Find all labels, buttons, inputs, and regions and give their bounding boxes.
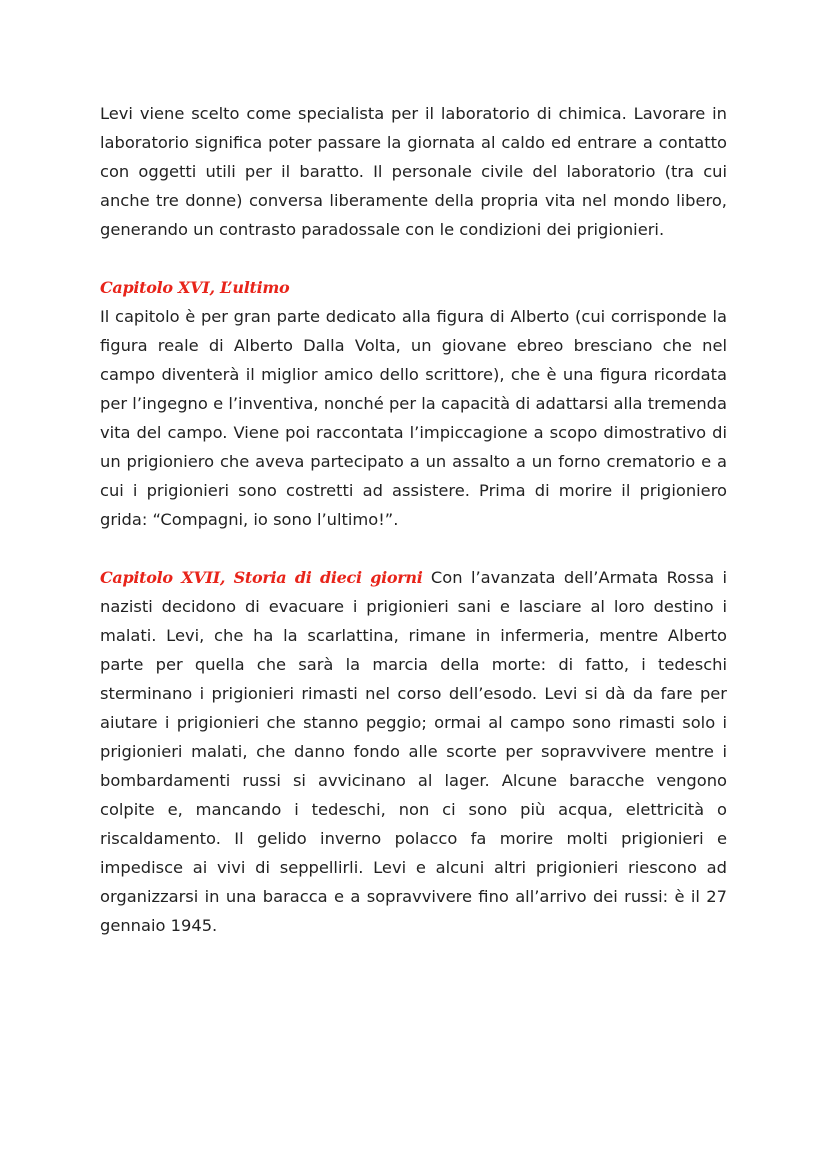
document-page: [100, 99, 727, 940]
chapter-xvi-heading: Capitolo XVI, L’ultimo: [100, 278, 290, 297]
paragraph-laboratorio: Levi viene scelto come specialista per il laboratorio di chimica. Lavorare in laboratorio significa poter passare la giornata al caldo ed entrare a contatto con oggetti utili per il baratto. Il personale civile del laboratorio (tra cui anche tre donne) conversa liberamente della propria vita nel mondo libero, generando un contrasto paradossale con le condizioni dei prigionieri.: [100, 104, 727, 239]
chapter-xvii-body: Con l’avanzata dell’Armata Rossa i nazisti decidono di evacuare i prigionieri sani e lasciare al loro destino i malati. Levi, che ha la scarlattina, rimane in infermeria, mentre Alberto parte per quella che sarà la marcia della morte: di fatto, i tedeschi sterminano i prigionieri rimasti nel corso dell’esodo. Levi si dà da fare per aiutare i prigionieri che stanno peggio; ormai al campo sono rimasti solo i prigionieri malati, che danno fondo alle scorte per sopravvivere mentre i bombardamenti russi si avvicinano al lager. Alcune baracche vengono colpite e, mancando i tedeschi, non ci sono più acqua, elettricità o riscaldamento. Il gelido inverno polacco fa morire molti prigionieri e impedisce ai vivi di seppellirli. Levi e alcuni altri prigionieri riescono ad organizzarsi in una baracca e a sopravvivere fino all’arrivo dei russi: è il 27 gennaio 1945.: [100, 568, 727, 935]
chapter-xvii-paragraph: [100, 563, 727, 940]
chapter-xvi-body: Il capitolo è per gran parte dedicato alla figura di Alberto (cui corrisponde la figura reale di Alberto Dalla Volta, un giovane ebreo bresciano che nel campo diventerà il miglior amico dello scrittore), che è una figura ricordata per l’ingegno e l’inventiva, nonché per la capacità di adattarsi alla tremenda vita del campo. Viene poi raccontata l’impiccagione a scopo dimostrativo di un prigioniero che aveva partecipato a un assalto a un forno crematorio e a cui i prigionieri sono costretti ad assistere. Prima di morire il prigioniero grida: “Compagni, io sono l’ultimo!”.: [100, 307, 727, 529]
chapter-xvii-heading: Capitolo XVII, Storia di dieci giorni: [100, 568, 423, 587]
chapter-xvi-heading-line: [100, 273, 727, 302]
